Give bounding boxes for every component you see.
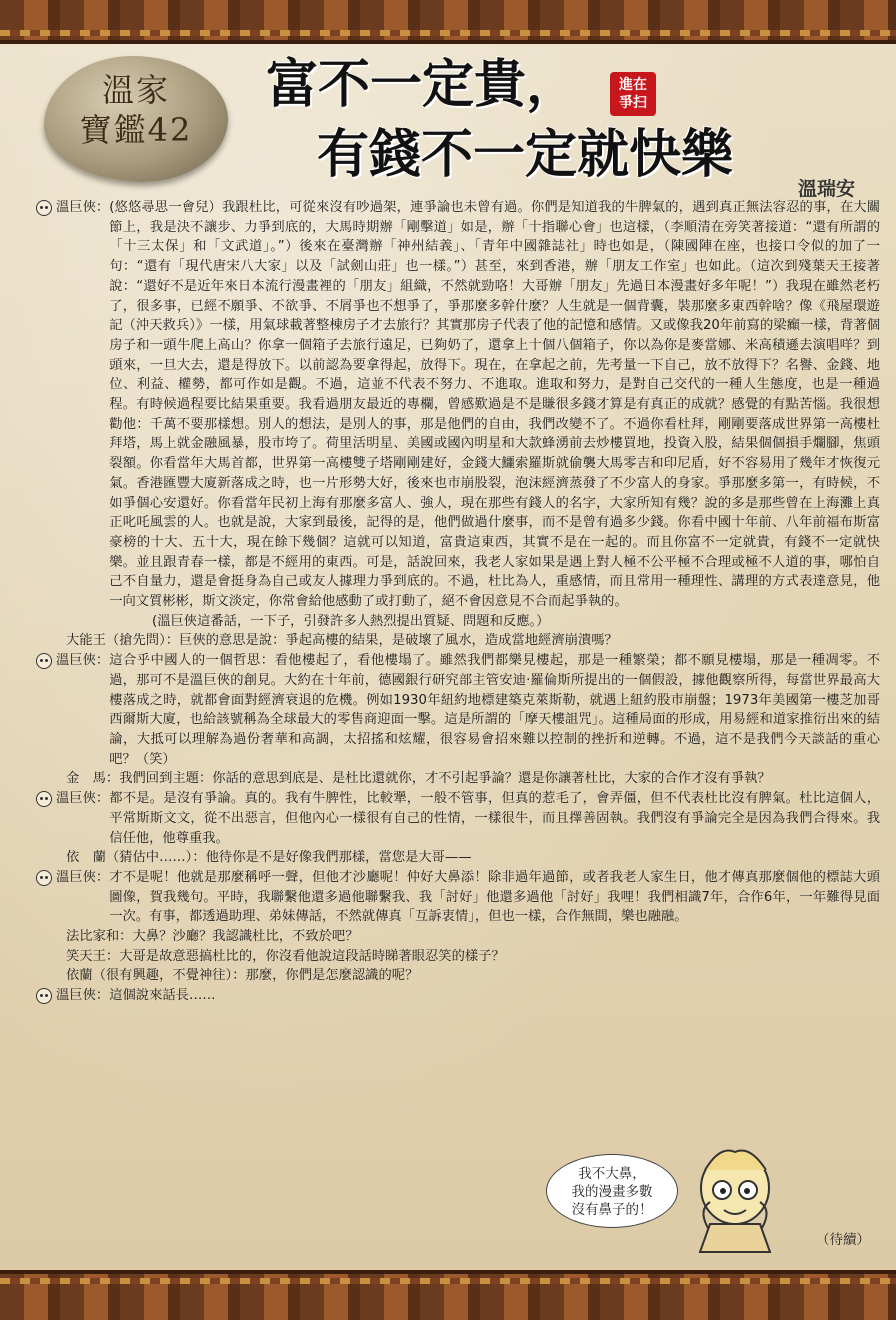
dialogue-entry [34,947,880,967]
badge-line2: 爭扫 [619,95,647,111]
series-label-line2: 寶鑑42 [79,111,193,149]
author-name: 溫瑞安 [798,178,856,200]
speaker-name: 金 馬： [66,771,120,787]
speaker-name: 大能王（搶先問）： [66,633,180,649]
dialogue-entry [34,789,880,848]
dialogue-entry [34,868,880,927]
dialogue-entry [34,769,880,789]
decorative-bottom-border [0,1270,896,1320]
dialogue-entry [34,651,880,769]
speech-text: 我們回到主題：你話的意思到底是、是杜比還就你，才不引起爭論？還是你讓著杜比，大家的合作才沒有爭執？ [119,771,771,787]
speech-text: 這合乎中國人的一個哲思：看他樓起了，看他樓塌了。雖然我們都樂見樓起，那是一種繁榮；都不願見樓塌，那是一種凋零。不過，那可不是溫巨俠的創見。大約在十年前，德國銀行研究部主管安迪·羅倫斯所提出的一個假設，據他觀察所得，每當世界最高大樓落成之時，就都會面對經濟衰退的危機。例如1930年紐約地標建築克萊斯勒，就遇上紐約股市崩盤；1973年美國第一樓芝加哥西爾斯大廈，也給該號稱為全球最大的零售商迎面一擊。這是所謂的「摩天樓詛咒」。這種局面的形成，用易經和道家推衍出來的結論，大抵可以理解為過份奢華和高調，太招搖和炫耀，很容易會招來難以控制的挫折和逆轉。不過，這不是我們今天談話的重心吧？（笑） [109,653,880,767]
speaker-name: 笑天王： [66,948,120,964]
face-icon [34,789,56,809]
dialogue-body [34,198,880,1006]
badge-line1: 進在 [619,77,647,93]
speech-text: (悠悠尋思一會兒）我跟杜比，可從來沒有吵過架，連爭論也未曾有過。你們是知道我的牛脾氣的，遇到真正無法容忍的事，在大關節上，我是決不讓步、力爭到底的，大馬時期辦「剛擊道」如是，辦「十指聯心會」也這樣，（李順清在旁笑著接道：“還有所謂的「十三太保」和「文武道」。”）後來在臺灣辦「神州結義」、「青年中國雜誌社」時也如是，（陳國陣在座，也接口令似的加了一句：“還有「現代唐宋八大家」以及「試劍山莊」也一樣。”）甚至，來到香港，辦「朋友工作室」也如此。（這次到殘葉天王接著說：“還好不是近年來日本流行漫畫裡的「朋友」組織，不然就勁咯！大哥辦「朋友」先過日本漫畫好多年呢！”）我現在雖然老朽了，很多事，已經不願爭、不欲爭、不屑爭也不想爭了，爭那麼多幹什麼？人生就是一個背囊，裝那麼多東西幹啥？像《飛屋環遊記（沖天救兵）》一樣，用氣球載著整棟房子才去旅行？其實那房子代表了他的記憶和感情。又或像我20年前寫的梁癲一樣，背著個房子和一頭牛爬上高山？你拿一個箱子去旅行遠足，已夠奶了，還拿上十個八個箱子，你以為你是麥當娜、米高積遜去演唱咩？到頭來，一旦大去，還是得放下。以前認為要拿得起，放得下。現在，在拿起之前，先考量一下自己，放不放得下？名譽、金錢、地位、利益、權勢，都可作如是觀。不過，這並不代表不努力、不進取。進取和努力，是對自己交代的一種人生態度，也是一種過程。有時候過程要比結果重要。我看過朋友最近的專欄，曾感歎過是不是賺很多錢才算是有真正的成就？感覺的有點苦惱。我很想勸他：千萬不要那樣想。別人的想法，是別人的事，那是他們的自由，我們改變不了。不過你看杜拜，剛剛要落成世界第一高樓杜拜塔，馬上就金融風暴，股市垮了。荷里活明星、美國或國內明星和大款蜂湧前去炒樓買地，投資入股，結果個個損手爛腳，焦頭裂額。你看當年大馬首都，世界第一高樓雙子塔剛剛建好，金錢大鱷索羅斯就偷襲大馬零吉和印尼盾，好不容易用了幾年才恢復元氣。香港匯豐大廈新落成之時，也一片形勢大好，後來也市崩股裂，泡沫經濟蒸發了不少富人的身家。爭那麼多第一，有時候，不如爭個心安還好。你看當年民初上海有那麼多富人、強人，現在那些有錢人的名字，大家所知有幾？說的多是那些曾在上海灘上真正叱吒風雲的人。也就是說，大家到最後，記得的是，他們做過什麼事，而不是曾有過多少錢。你看中國十年前、八年前福布斯富豪榜的十大、五十大，現在餘下幾個？這就可以知道，富貴這東西，其實不是在一起的。而且你富不一定就貴，有錢不一定就快樂。並且跟青春一樣，都是不經用的東西。可是，話說回來，我老人家如果是遇上對人極不公平極不合理或極不人道的事，哪怕自己不自量力，還是會挺身為自己或友人據理力爭到底的。不過，杜比為人，重感情，而且常用一種理性、講理的方式表達意見，他一向文質彬彬，斯文淡定，你常會給他感動了或打動了，絕不會因意見不合而起爭執的。 [109,200,880,610]
speech-text: 那麼，你們是怎麼認識的呢？ [245,968,419,984]
decorative-top-border [0,0,896,44]
dialogue-entry [34,986,880,1006]
to-be-continued: （待續） [816,1232,870,1248]
dialogue-entry [34,966,880,986]
speech-text: 他待你是不是好像我們那樣，當您是大哥—— [205,850,472,866]
bubble-line2: 我的漫畫多數 [571,1184,653,1200]
dialogue-entry [34,927,880,947]
speaker-name: 溫巨俠： [56,200,110,215]
bubble-line3: 沒有鼻子的！ [571,1202,653,1218]
speech-bubble [546,1154,678,1228]
red-seal-badge [610,72,656,116]
speech-text: 大鼻？沙廳？我認識杜比，不致於吧？ [132,929,359,945]
dialogue-entry [34,631,880,651]
face-icon [34,868,56,888]
speech-text: 巨俠的意思是說：爭起高樓的結果，是破壞了風水，造成當地經濟崩潰嗎？ [179,633,618,649]
speaker-name: 溫巨俠： [56,869,110,885]
speaker-name: 法比家和： [66,929,133,945]
speech-text: 這個說來話長…… [109,988,216,1004]
headline-line1: 富不一定貴， [265,54,578,115]
speaker-name: 依蘭（很有興趣，不覺神往）： [66,968,246,984]
cartoon-character [680,1140,790,1260]
headline-line2: 有錢不一定就快樂 [316,124,733,185]
series-label-line1: 溫家 [101,71,170,109]
speech-text: 大哥是故意惡搞杜比的，你沒看他說這段話時睇著眼忍笑的樣子？ [119,948,505,964]
face-icon [34,651,56,671]
speaker-name: 溫巨俠： [56,791,110,807]
narration-note: (溫巨俠這番話，一下子，引發許多人熱烈提出質疑、問題和反應。） [152,613,550,629]
dialogue-entry [34,848,880,868]
speech-text: 才不是呢！他就是那麼稱呼一聲，但他才沙廳呢！仲好大鼻添！除非過年過節，或者我老人家生日，他才傳真那麼個他的標誌大頭圖像，賀我幾句。平時，我聯繫他還多過他聯繫我、我「討好」他還多過他「討好」我哩！我們相識7年，合作6年，一年難得見面一次。有事，都透過助理、弟妹傳話，不然就傳真「互訴衷情」，但也一樣，合作無間，樂也融融。 [109,869,880,925]
bubble-line1: 我不大鼻， [578,1166,646,1182]
speaker-name: 溫巨俠： [56,988,110,1004]
speaker-name: 依 蘭（猜估中……）： [66,850,206,866]
speaker-name: 溫巨俠： [56,653,110,669]
face-icon [34,198,56,218]
dialogue-entry [34,198,880,612]
series-label [56,70,216,150]
speech-text: 都不是。是沒有爭論。真的。我有牛脾性，比較犟，一般不管事，但真的惹毛了，會弄僵，但不代表杜比沒有脾氣。杜比這個人，平常斯斯文文，從不出惡言，但他內心一樣很有自己的性情，一樣很牛，而且擇善固執。我們沒有爭論完全是因為我們合得來。我信任他，他尊重我。 [109,791,880,846]
face-icon [34,986,56,1006]
